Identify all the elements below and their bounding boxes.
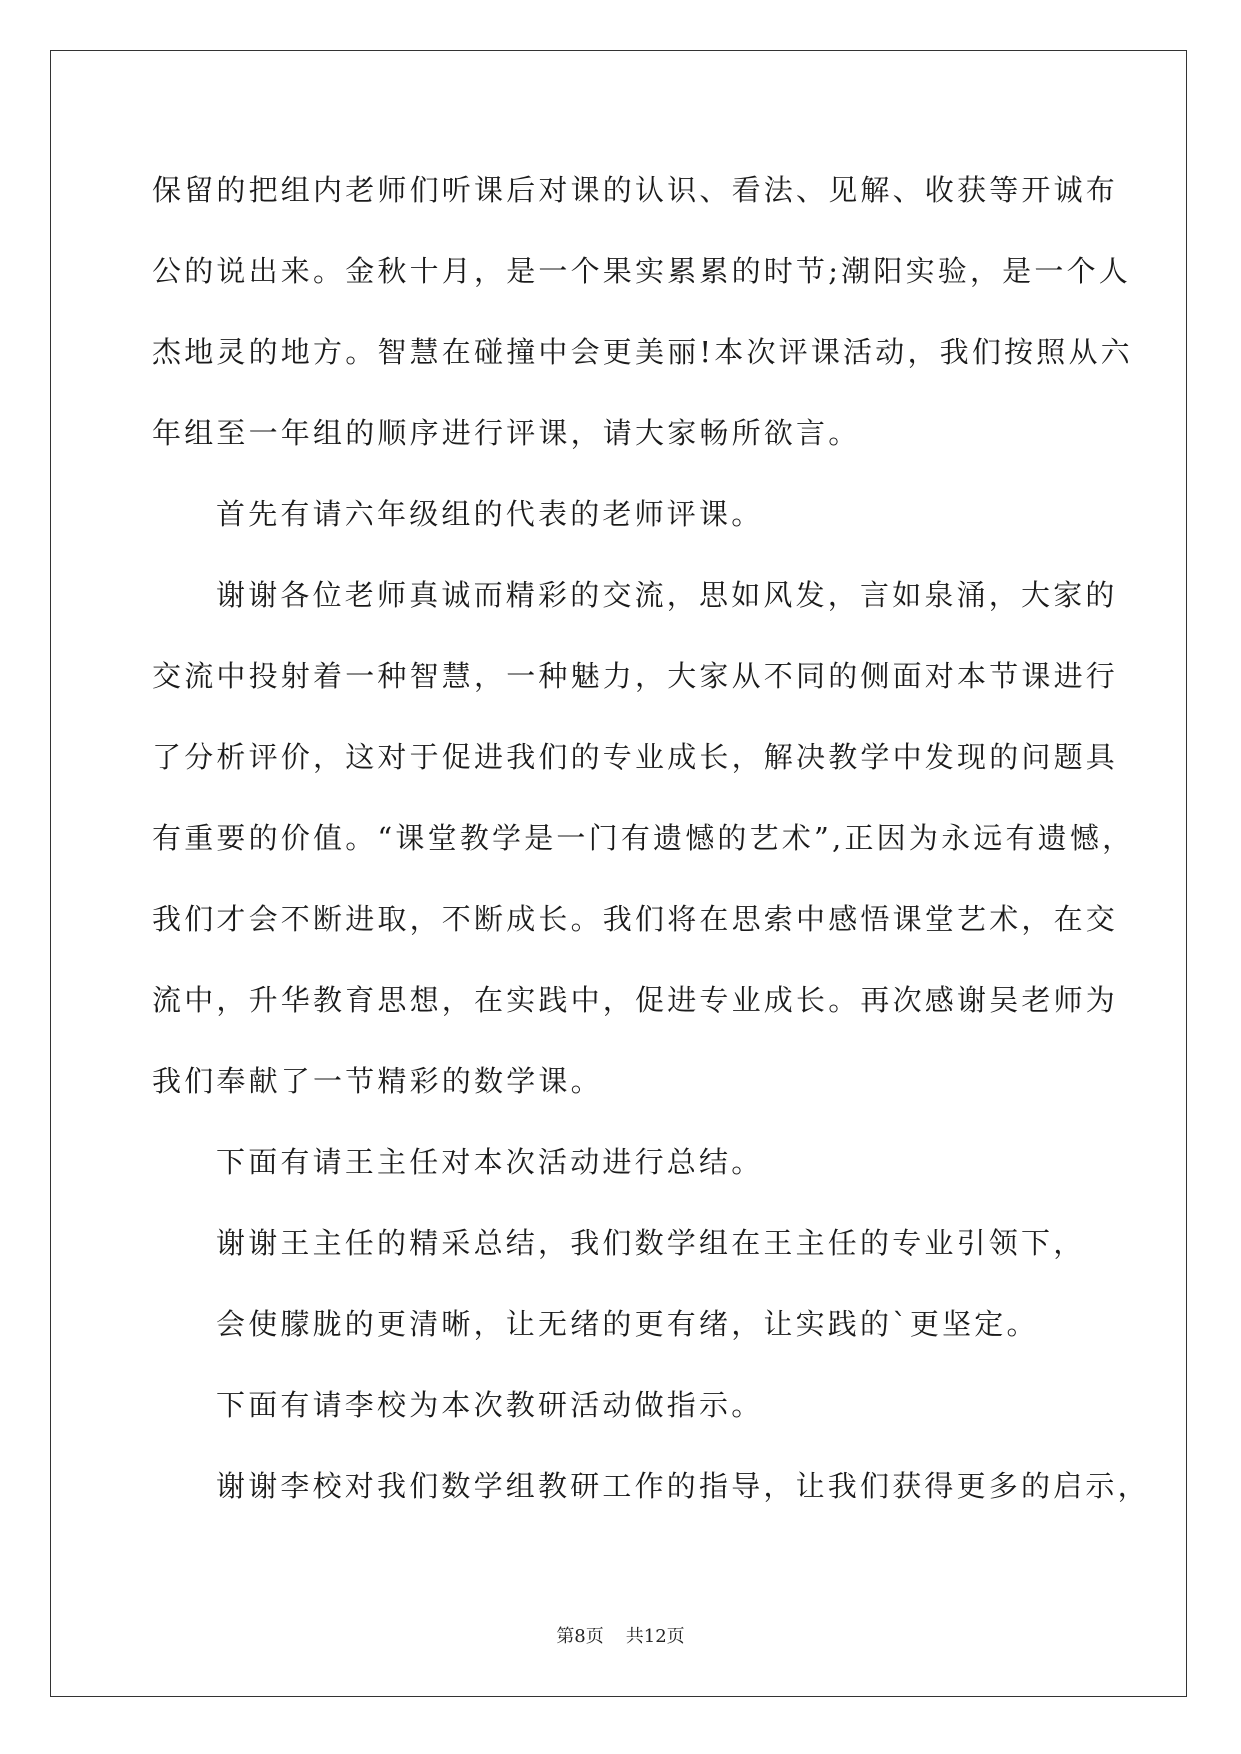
text-line: 年组至一年组的顺序进行评课，请大家畅所欲言。	[152, 416, 861, 450]
text-line: 下面有请李校为本次教研活动做指示。	[216, 1388, 764, 1422]
text-line: 谢谢各位老师真诚而精彩的交流，思如风发，言如泉涌，大家的	[216, 578, 1118, 612]
text-line: 杰地灵的地方。智慧在碰撞中会更美丽!本次评课活动，我们按照从六	[152, 335, 1133, 369]
text-line: 会使朦胧的更清晰，让无绪的更有绪，让实践的`更坚定。	[216, 1307, 1039, 1341]
page-footer	[0, 1622, 1241, 1648]
text-line: 有重要的价值。“课堂教学是一门有遗憾的艺术”,正因为永远有遗憾，	[152, 821, 1135, 855]
text-line: 下面有请王主任对本次活动进行总结。	[216, 1145, 764, 1179]
text-line: 流中，升华教育思想，在实践中，促进专业成长。再次感谢吴老师为	[152, 983, 1119, 1017]
text-line: 我们奉献了一节精彩的数学课。	[152, 1064, 603, 1098]
document-body	[152, 160, 1150, 1537]
text-line: 公的说出来。金秋十月，是一个果实累累的时节;潮阳实验，是一个人	[152, 254, 1131, 288]
text-line: 首先有请六年级组的代表的老师评课。	[216, 497, 764, 531]
text-line: 谢谢王主任的精采总结，我们数学组在王主任的专业引领下，	[216, 1226, 1086, 1260]
page-total: 共12页	[625, 1626, 685, 1647]
text-line: 交流中投射着一种智慧，一种魅力，大家从不同的侧面对本节课进行	[152, 659, 1119, 693]
text-line: 我们才会不断进取，不断成长。我们将在思索中感悟课堂艺术，在交	[152, 902, 1119, 936]
page-number: 第8页	[556, 1626, 604, 1647]
text-line: 了分析评价，这对于促进我们的专业成长，解决教学中发现的问题具	[152, 740, 1119, 774]
text-line: 谢谢李校对我们数学组教研工作的指导，让我们获得更多的启示，	[216, 1469, 1150, 1503]
text-line: 保留的把组内老师们听课后对课的认识、看法、见解、收获等开诚布	[152, 173, 1119, 207]
